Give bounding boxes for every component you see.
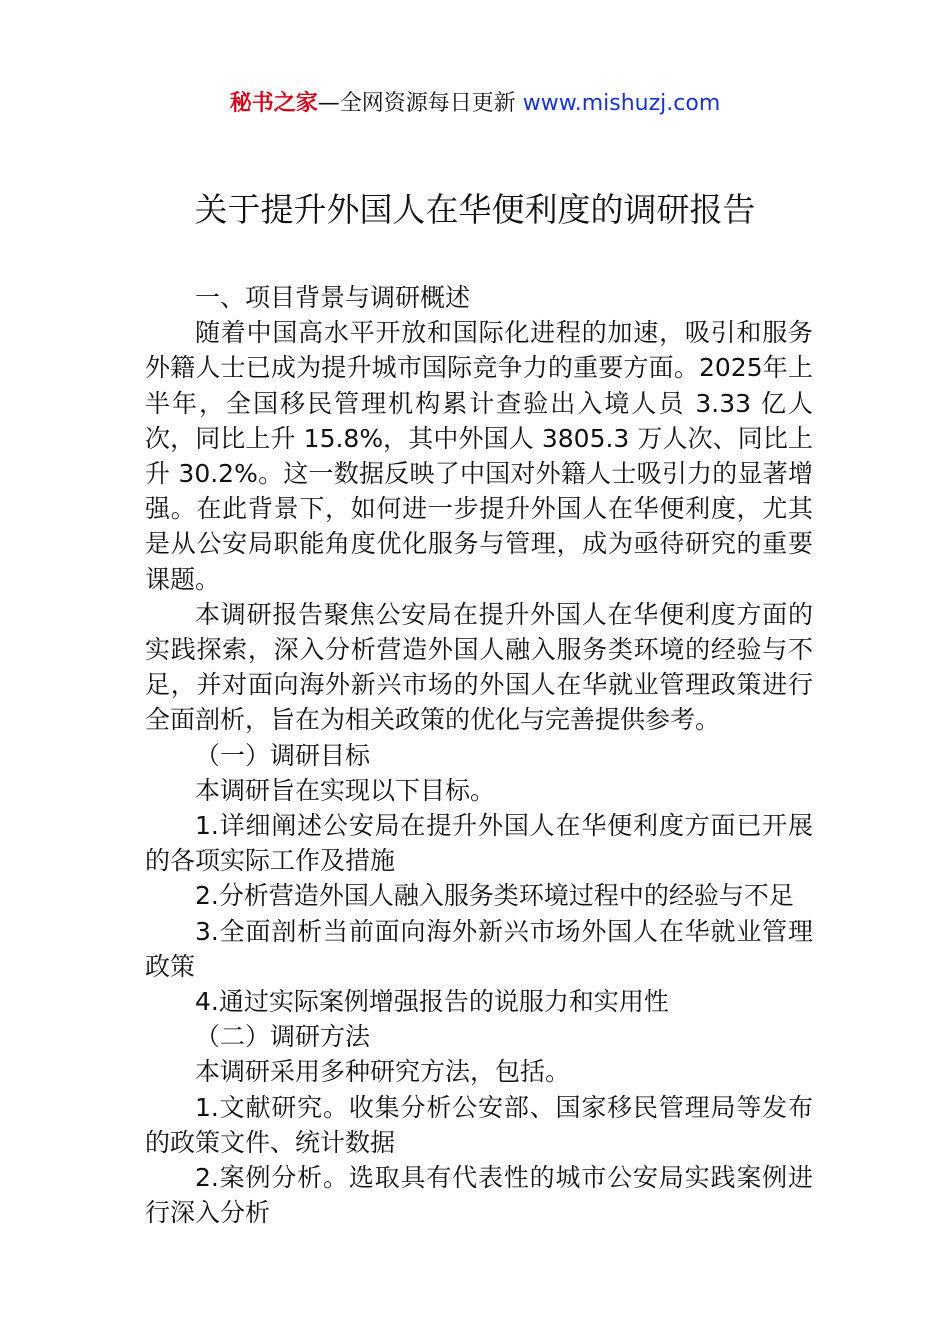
subsection-heading-methods: （二）调研方法 [195, 1022, 371, 1052]
site-tagline: —全网资源每日更新 [317, 91, 523, 116]
paragraph-background: 随着中国高水平开放和国际化进程的加速，吸引和服务外籍人士已成为提升城市国际竞争力的重要方面。2025年上半年，全国移民管理机构累计查验出入境人员 3.33 亿人次，同比上升 15.8%，其中外国人 3805.3 万人次、同比上升 30.2%。这一数据反映了中国对外籍人士吸引力的显著增强。在此背景下，如何进一步提升外国人在华便利度，尤其是从公安局职能角度优化服务与管理，成为亟待研究的重要课题。 [145, 318, 813, 594]
list-item-method-2: 2.案例分析。选取具有代表性的城市公安局实践案例进行深入分析 [145, 1163, 813, 1228]
paragraph-goals-intro: 本调研旨在实现以下目标。 [195, 775, 496, 805]
list-item-goal-1: 1.详细阐述公安局在提升外国人在华便利度方面已开展的各项实际工作及措施 [145, 811, 813, 876]
site-header [0, 88, 950, 120]
document-body [145, 280, 813, 1230]
paragraph-methods-intro: 本调研采用多种研究方法，包括。 [195, 1057, 571, 1087]
site-url-link[interactable]: www.mishuzj.com [522, 91, 721, 116]
document-title: 关于提升外国人在华便利度的调研报告 [194, 190, 756, 229]
list-item-goal-4: 4.通过实际案例增强报告的说服力和实用性 [195, 987, 669, 1017]
list-item-goal-2: 2.分析营造外国人融入服务类环境过程中的经验与不足 [195, 881, 794, 911]
site-brand: 秘书之家 [229, 91, 318, 116]
section-heading-background: 一、项目背景与调研概述 [195, 283, 471, 312]
list-item-goal-3: 3.全面剖析当前面向海外新兴市场外国人在华就业管理政策 [145, 916, 813, 981]
subsection-heading-goals: （一）调研目标 [195, 740, 371, 770]
list-item-method-1: 1.文献研究。收集分析公安部、国家移民管理局等发布的政策文件、统计数据 [145, 1092, 813, 1157]
paragraph-report-focus: 本调研报告聚焦公安局在提升外国人在华便利度方面的实践探索，深入分析营造外国人融入服务类环境的经验与不足，并对面向海外新兴市场的外国人在华就业管理政策进行全面剖析，旨在为相关政策的优化与完善提供参考。 [145, 599, 813, 735]
